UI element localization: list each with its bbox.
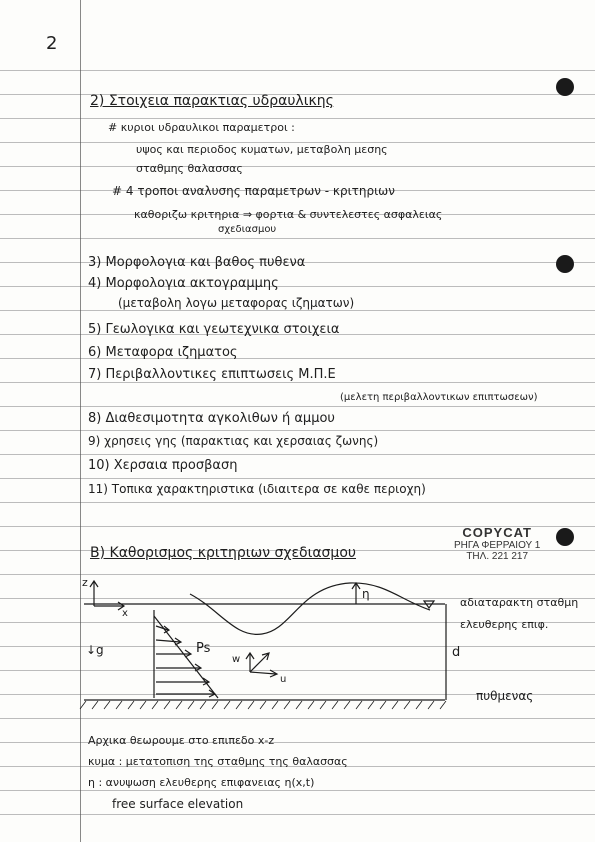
punch-hole [556, 78, 574, 96]
pressure-label: Ps [196, 641, 211, 656]
list-item: 3) Μορφολογια και βαθος πυθενα [88, 255, 306, 270]
list-item: 5) Γεωλογικα και γεωτεχνικα στοιχεια [88, 322, 340, 337]
bullet-1-line-3: σταθμης θαλασσας [136, 162, 243, 175]
surface-label-1: αδιαταρακτη σταθμη [460, 596, 579, 609]
u-vector [250, 672, 276, 674]
free-surface-wave [190, 583, 430, 634]
x-label: x [122, 608, 128, 619]
bottom-label: πυθμενας [476, 689, 534, 703]
u-label: u [280, 674, 287, 685]
stamp-line-2: ΡΗΓΑ ΦΕΡΡΑΙΟΥ 1 [454, 540, 541, 551]
bullet-2-note: σχεδιασμου [218, 224, 277, 235]
copycat-stamp [454, 526, 540, 562]
list-item: 4) Μορφολογια ακτογραμμης [88, 276, 279, 291]
stamp-line-3: ΤΗΛ. 221 217 [466, 551, 529, 562]
z-label: z [82, 576, 88, 589]
note-line: η : ανυψωση ελευθερης επιφανειας η(x,t) [88, 776, 315, 789]
page-number: 2 [46, 33, 58, 54]
bullet-2: # 4 τροποι αναλυσης παραμετρων - κριτηριων [112, 184, 395, 198]
eta-label: η [362, 587, 370, 601]
depth-label: d [452, 645, 461, 660]
section-b-heading: B) Καθορισμος κριτηριων σχεδιασμου [90, 545, 356, 561]
list-item: 10) Χερσαια προσβαση [88, 458, 238, 473]
note-line: κυμα : μετατοπιση της σταθμης της θαλασσας [88, 755, 348, 768]
bullet-1: # κυριοι υδραυλικοι παραμετροι : [108, 121, 295, 134]
list-item: 11) Τοπικα χαρακτηριστικα (ιδιαιτερα σε καθε περιοχη) [88, 482, 426, 496]
punch-hole [556, 255, 574, 273]
list-item: 6) Μεταφορα ιζηματος [88, 345, 238, 360]
gravity-label: ↓g [86, 643, 104, 657]
list-item: 7) Περιβαλλοντικες επιπτωσεις Μ.Π.Ε [88, 367, 336, 382]
w-label: w [232, 654, 241, 665]
bullet-2-line-2: καθοριζω κριτηρια ⇒ φορτια & συντελεστες ασφαλειας [134, 208, 443, 221]
list-item: 8) Διαθεσιμοτητα αγκολιθων ή αμμου [88, 411, 335, 426]
punch-hole [556, 528, 574, 546]
bullet-1-line-2: υψος και περιοδος κυματων, μεταβολη μεσης [136, 143, 388, 156]
wave-diagram [0, 570, 595, 740]
stamp-line-1: COPYCAT [462, 525, 532, 540]
seabed-hatching [80, 701, 446, 709]
list-item: 9) χρησεις γης (παρακτιας και χερσαιας ζωνης) [88, 434, 379, 448]
note-line: Αρχικα θεωρουμε στο επιπεδο x-z [88, 734, 275, 747]
list-item: (μεταβολη λογω μεταφορας ιζηματων) [118, 296, 355, 310]
note-line: free surface elevation [112, 797, 244, 811]
surface-label-2: ελευθερης επιφ. [460, 618, 549, 631]
section-2-heading: 2) Στοιχεια παρακτιας υδραυλικης [90, 93, 334, 109]
list-item: (μελετη περιβαλλοντικων επιπτωσεων) [340, 392, 538, 403]
